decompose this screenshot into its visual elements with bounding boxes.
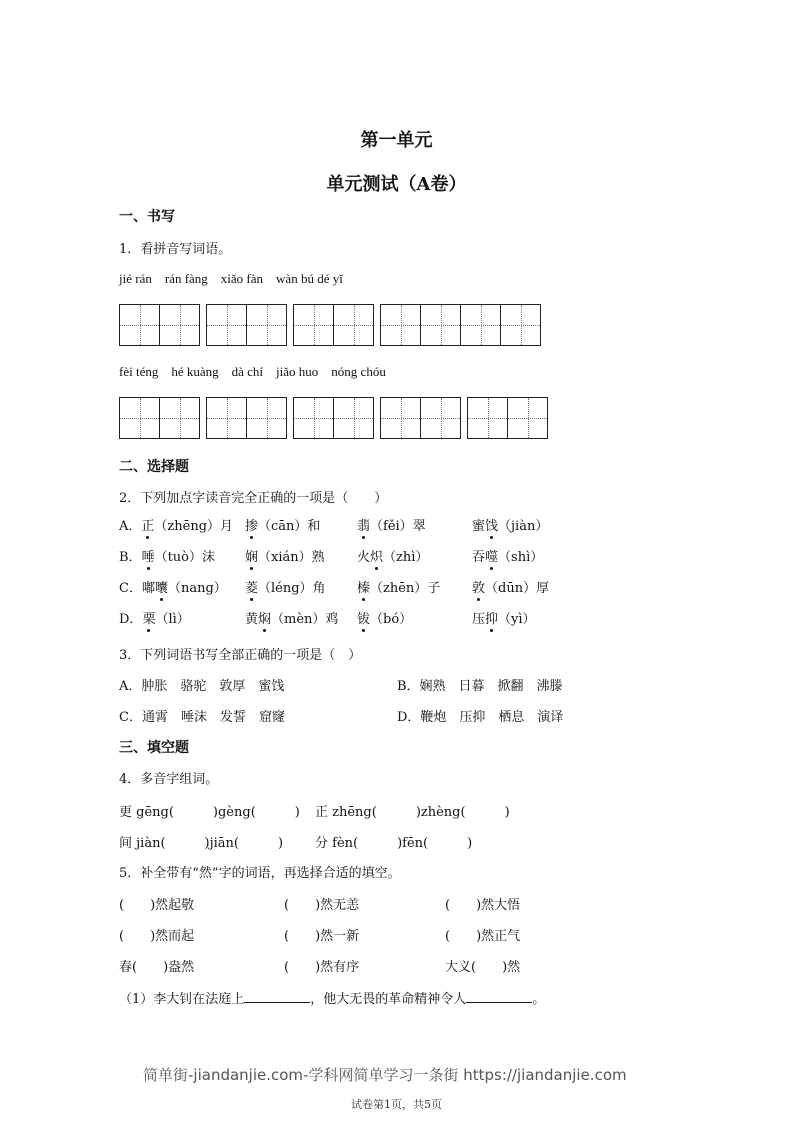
- pinyin: jiǎo huo: [276, 364, 319, 379]
- option-item: [245, 546, 325, 565]
- polyphone-item: 更 gēng( )gèng( ): [119, 805, 300, 820]
- option-c: C．通霄 唾沫 发誓 窟窿: [119, 710, 285, 725]
- dotted-character: 榛: [357, 581, 371, 596]
- dotted-character: 栗: [142, 612, 156, 627]
- option-text: A．: [119, 519, 142, 534]
- option-text: （xián）熟: [258, 550, 325, 565]
- option-text: （mèn）鸡: [271, 612, 339, 627]
- ran-word-item: 大义( )然: [445, 960, 521, 975]
- page-title: 第一单元: [360, 130, 433, 151]
- option-text: （shì）: [498, 550, 544, 565]
- option-text: 火: [357, 550, 371, 565]
- writing-box[interactable]: [293, 304, 374, 346]
- dotted-character: 焖: [258, 612, 272, 627]
- option-text: （zhì）: [383, 550, 429, 565]
- ran-word-item: ( )然而起: [119, 929, 195, 944]
- option-item: [245, 515, 320, 534]
- option-text: （tuò）沫: [154, 550, 216, 565]
- ran-word-item: ( )然起敬: [119, 898, 195, 913]
- ran-word-item: 春( )盎然: [119, 960, 195, 975]
- question-3: 3．下列词语书写全部正确的一项是（ ）: [119, 648, 362, 663]
- pinyin: fèi téng: [119, 364, 159, 379]
- dotted-character: 炽: [370, 550, 384, 565]
- option-item: [119, 546, 215, 565]
- option-b: B．娴熟 日暮 掀翻 沸滕: [397, 679, 563, 694]
- dotted-character: 翡: [357, 519, 371, 534]
- writing-box[interactable]: [380, 397, 461, 439]
- ran-word-item: ( )然大悟: [445, 898, 521, 913]
- option-item: [245, 608, 338, 627]
- writing-box[interactable]: [380, 304, 541, 346]
- option-text: D．: [119, 612, 143, 627]
- option-text: 黄: [245, 612, 259, 627]
- watermark: 简单街-jiandanjie.com-学科网简单学习一条街 https://jiandanjie.com: [143, 1066, 627, 1084]
- option-text: （zhēn）子: [370, 581, 441, 596]
- answer-blank[interactable]: [466, 990, 532, 1003]
- option-item: [357, 577, 440, 596]
- question-5-sentence-1: [119, 988, 545, 1007]
- dotted-character: 唾: [141, 550, 155, 565]
- writing-box[interactable]: [206, 304, 287, 346]
- dotted-character: 囔: [154, 581, 168, 596]
- pinyin: wàn bú dé yǐ: [276, 271, 343, 286]
- page-subtitle: 单元测试（A卷）: [326, 174, 467, 195]
- pinyin-row-1: [119, 271, 343, 287]
- option-item: [472, 546, 543, 565]
- option-text: 蜜: [472, 519, 486, 534]
- dotted-character: 噬: [485, 550, 499, 565]
- polyphone-item: 正 zhēng( )zhèng( ): [315, 805, 510, 820]
- pinyin: jié rán: [119, 271, 152, 286]
- pinyin: hé kuàng: [171, 364, 219, 379]
- option-text: （lì）: [155, 612, 190, 627]
- option-item: [119, 608, 190, 627]
- option-item: [119, 515, 233, 534]
- writing-grid-row-2: [119, 397, 554, 439]
- option-text: C．嘟: [119, 581, 155, 596]
- option-text: （jiàn）: [498, 519, 549, 534]
- writing-grid-row-1: [119, 304, 547, 346]
- option-item: [472, 608, 536, 627]
- option-text: 吞: [472, 550, 486, 565]
- option-text: （dūn）厚: [485, 581, 550, 596]
- option-item: [357, 546, 428, 565]
- question-1: 1．看拼音写词语。: [119, 242, 232, 257]
- answer-blank[interactable]: [244, 990, 310, 1003]
- option-text: （cān）和: [258, 519, 321, 534]
- option-item: [119, 577, 227, 596]
- ran-word-item: ( )然无恙: [284, 898, 360, 913]
- dotted-character: 菱: [245, 581, 259, 596]
- option-text: （fěi）翠: [370, 519, 426, 534]
- dotted-character: 娴: [245, 550, 259, 565]
- pinyin: nóng chóu: [331, 364, 386, 379]
- question-5: 5．补全带有“然”字的词语，再选择合适的填空。: [119, 866, 401, 881]
- option-text: 压: [472, 612, 486, 627]
- pinyin-row-2: [119, 364, 386, 380]
- option-item: [472, 515, 548, 534]
- option-item: [472, 577, 549, 596]
- option-text: （bó）: [370, 612, 413, 627]
- dotted-character: 敦: [472, 581, 486, 596]
- writing-box[interactable]: [293, 397, 374, 439]
- option-text: （zhēng）月: [154, 519, 234, 534]
- ran-word-item: ( )然正气: [445, 929, 521, 944]
- dotted-character: 钹: [357, 612, 371, 627]
- writing-box[interactable]: [206, 397, 287, 439]
- question-2: 2．下列加点字读音完全正确的一项是（ ）: [119, 491, 388, 506]
- option-item: [357, 515, 426, 534]
- option-item: [245, 577, 326, 596]
- option-text: （yì）: [498, 612, 536, 627]
- writing-box[interactable]: [119, 397, 200, 439]
- ran-word-item: ( )然有序: [284, 960, 360, 975]
- polyphone-item: 间 jiàn( )jiān( ): [119, 836, 284, 851]
- option-text: （léng）角: [258, 581, 326, 596]
- section-1-heading: 一、书写: [119, 209, 175, 225]
- section-2-heading: 二、选择题: [119, 459, 189, 475]
- dotted-character: 抑: [485, 612, 499, 627]
- sentence-text: 。: [532, 992, 546, 1007]
- ran-word-item: ( )然一新: [284, 929, 360, 944]
- writing-box[interactable]: [119, 304, 200, 346]
- option-a: A．肿胀 骆驼 敦厚 蜜饯: [119, 679, 285, 694]
- dotted-character: 饯: [485, 519, 499, 534]
- question-4: 4．多音字组词。: [119, 772, 219, 787]
- pinyin: dà chí: [231, 364, 264, 379]
- option-text: B．: [119, 550, 142, 565]
- page-footer: 试卷第1页，共5页: [351, 1098, 442, 1111]
- dotted-character: 掺: [245, 519, 259, 534]
- writing-box[interactable]: [467, 397, 548, 439]
- pinyin: rán fàng: [164, 271, 208, 286]
- section-3-heading: 三、填空题: [119, 740, 189, 756]
- option-item: [357, 608, 412, 627]
- option-text: （nang）: [167, 581, 227, 596]
- sentence-text: （1）李大钊在法庭上: [119, 992, 245, 1007]
- polyphone-item: 分 fèn( )fēn( ): [315, 836, 473, 851]
- pinyin: xiǎo fàn: [220, 271, 264, 286]
- dotted-character: 正: [141, 519, 155, 534]
- sentence-text: ，他大无畏的革命精神令人: [310, 992, 467, 1007]
- option-d: D．鞭炮 压抑 栖息 演译: [397, 710, 564, 725]
